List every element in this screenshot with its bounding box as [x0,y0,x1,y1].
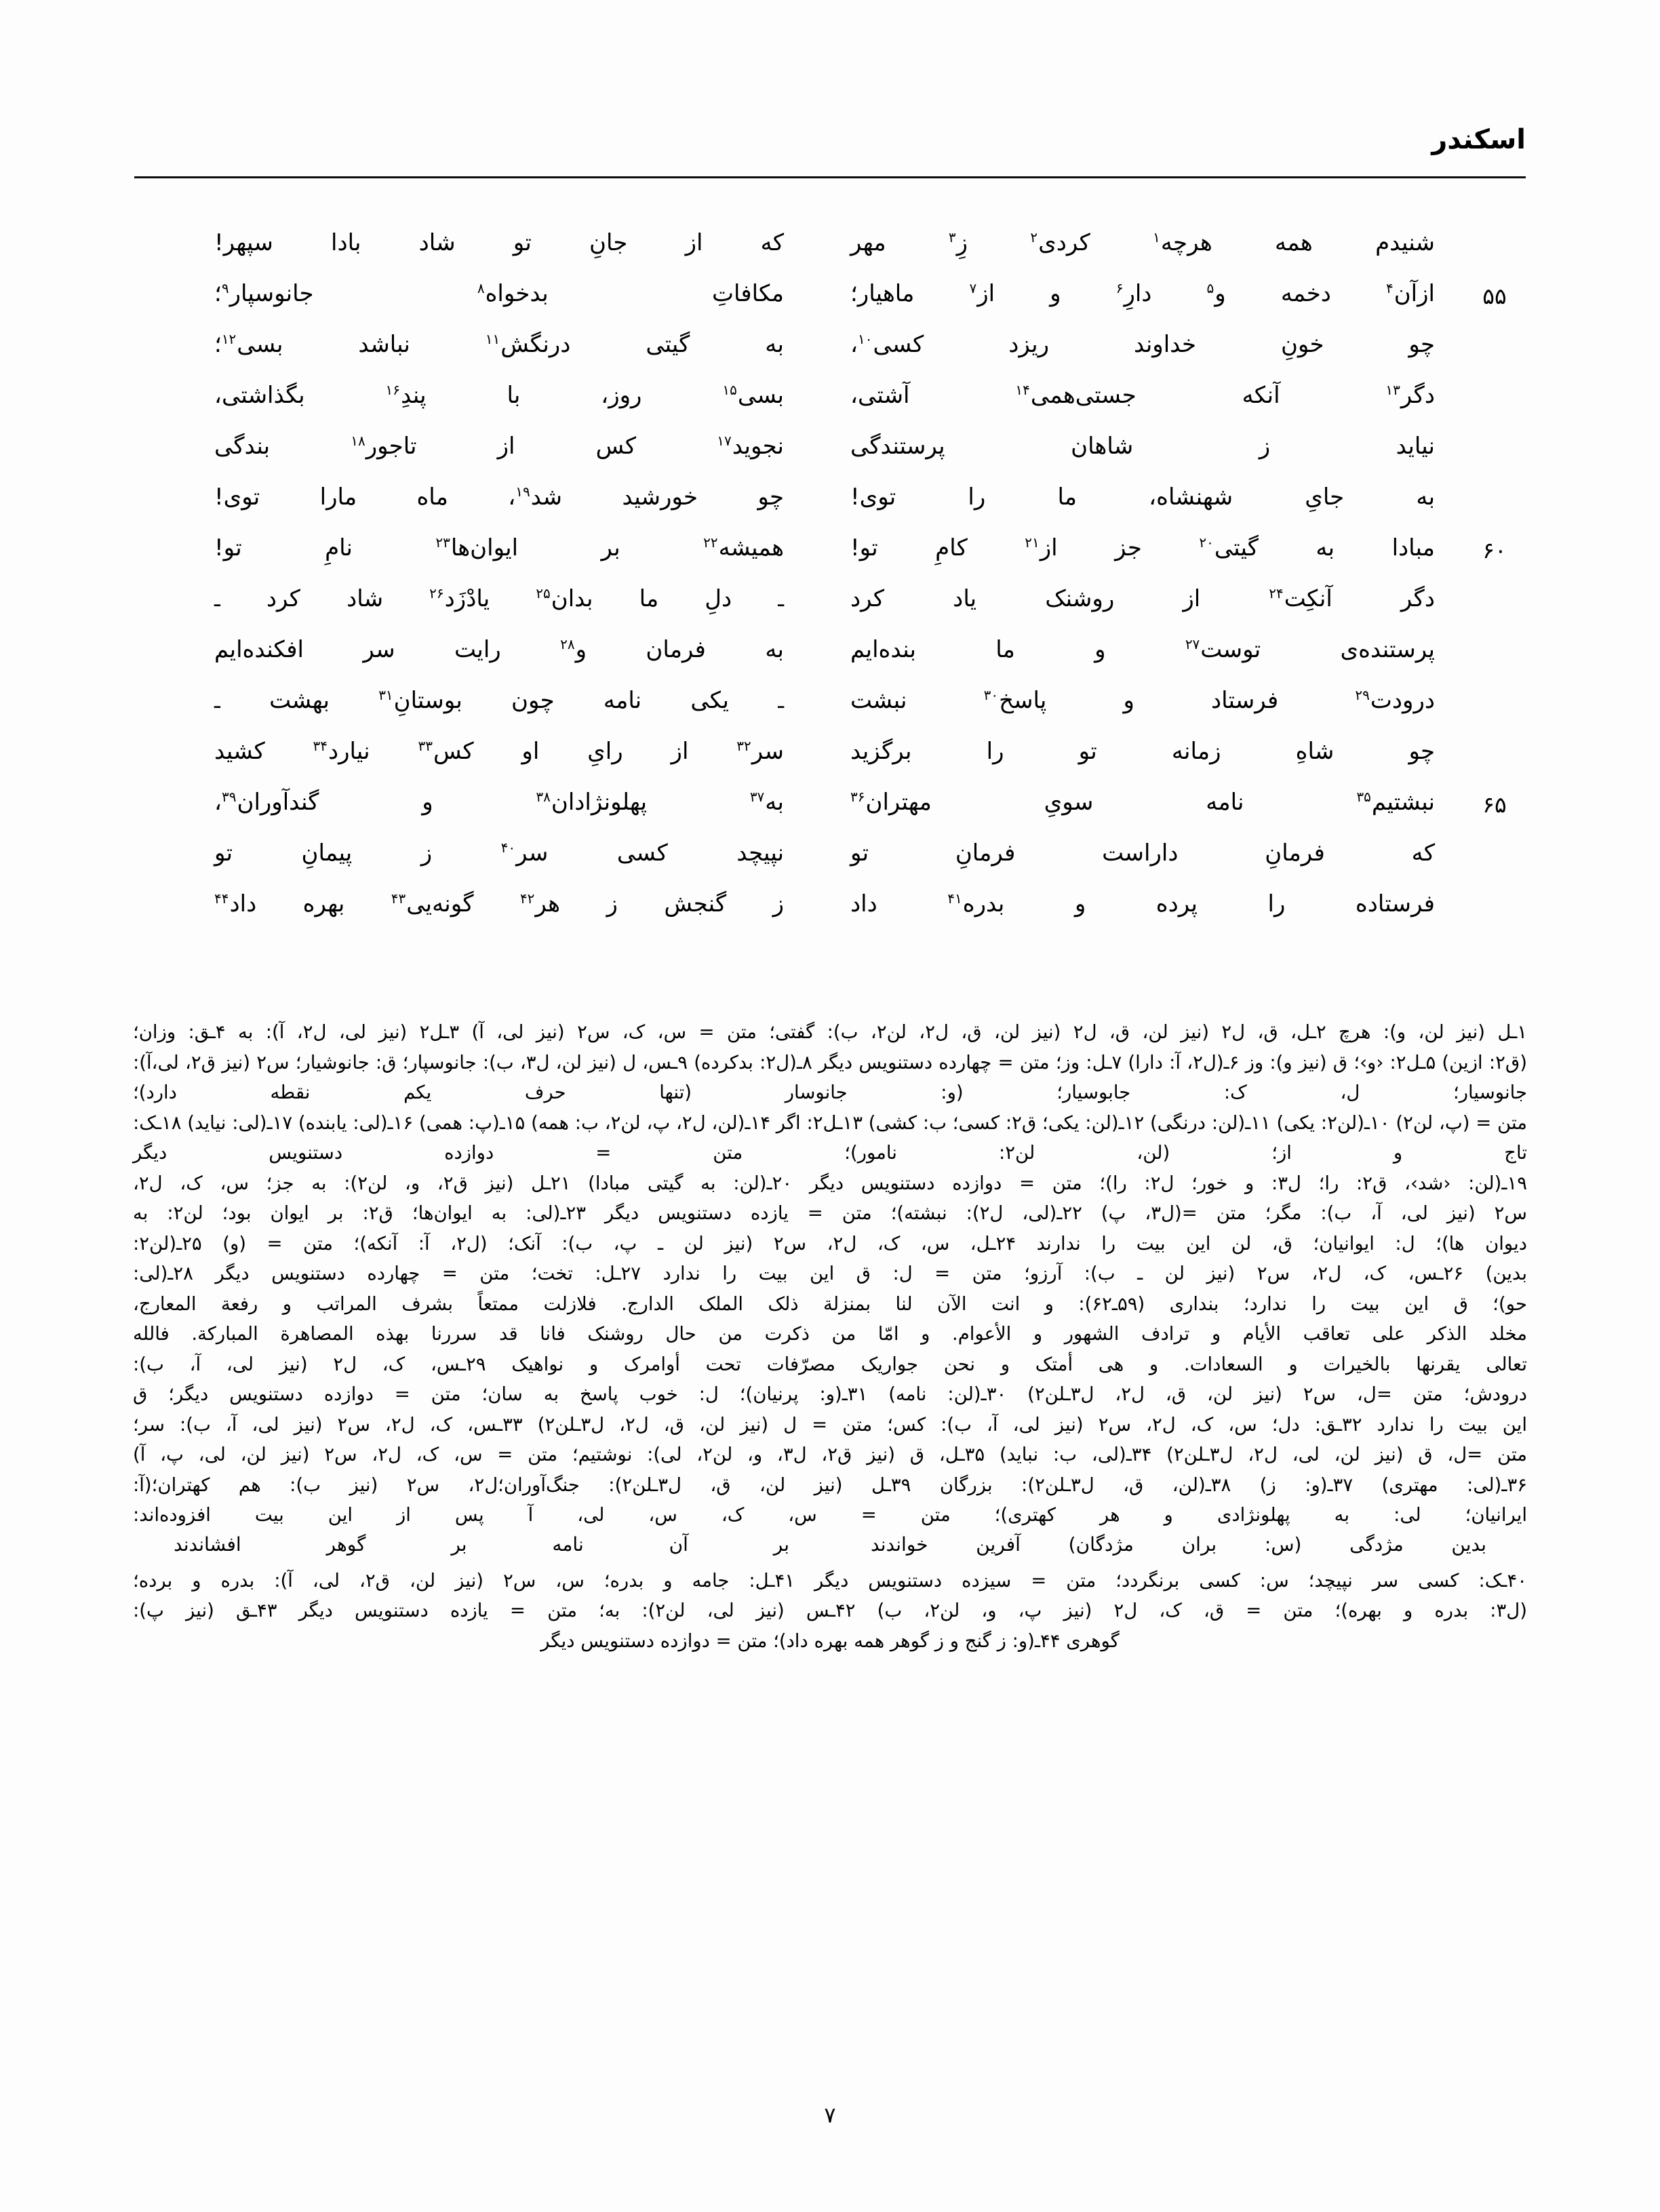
apparatus-line: این بیت را ندارد ۳۲ـق: دل؛ س، ک، ل۲، س۲ (نیز لی، آ، ب): کس؛ متن = ل (نیز لن، ق، ل۲، ل۳ـلن۲) ۳۳ـس، ک، ل۲، س۲ (نیز لی، آ، ب): سر؛ [133,1413,1528,1436]
hemistich-first: دگر آنکِت$^{۲۴}$ از روشنک یاد کرد [850,585,1436,612]
verse-number [1463,880,1526,893]
verse-line [134,422,1526,473]
verse-line [134,880,1526,930]
footnote-marker: ۲۱ [1025,534,1040,551]
footnote-marker: ۴ [1385,279,1394,296]
footnote-marker: ۳۱ [378,686,393,703]
footnote-marker: ۲۷ [1185,635,1200,652]
verse-number [1463,320,1526,334]
verse-number [1463,574,1526,588]
verse-number [1463,473,1526,486]
hemistich-first: دگر$^{۱۳}$ آنکه جستی‌همی$^{۱۴}$ آشتی، [850,381,1435,409]
footnote-marker: ۲ [1030,229,1038,245]
verse-number: ۵۵ [1482,283,1507,309]
verse-number [1463,218,1526,232]
hemistich-first: نبشتیم$^{۳۵}$ نامه سویِ مهتران$^{۳۶}$ [850,788,1436,816]
footnote-marker: ۳۹ [221,788,237,805]
apparatus-line: (ل۳: بدره و بهره)؛ متن = ق، ک، ل۲ (نیز پ، و، لن۲، ب) ۴۲ـس (نیز لی، لن۲): به؛ متن = یازده دستنویس دیگر ۴۳ـق (نیز پ): [133,1600,1528,1621]
footnote-marker: ۳۷ [749,788,765,805]
footnote-marker: ۴۰ [500,839,516,856]
hemistich-second: سر$^{۳۲}$ از رایِ او کس$^{۳۳}$ نیارد$^{۳۴}$ کشید [214,737,785,765]
footnote-marker: ۳ [948,229,956,245]
verse-number [1463,727,1526,740]
apparatus-line: حو)؛ ق این بیت را ندارد؛ بنداری (۵۹ـ۶۲): و انت الآن لنا بمنزلة ذلک الملک الدارج. فلازلت ممتعاً بشرف المراتب و رفعة المعارج، [133,1292,1527,1315]
hemistich-second: مکافاتِ بدخواه$^۸$ جانوسپار$^۹$؛ [214,279,784,307]
verse-number [1463,371,1526,384]
verse-line [134,625,1526,676]
footnote-marker: ۳۰ [983,686,999,703]
footnote-marker: ۱۹ [515,483,530,500]
hemistich-second: ز گنجش ز هر$^{۴۲}$ گونه‌یی$^{۴۳}$ بهره داد$^{۴۴}$ [214,890,784,917]
verse-line [134,676,1526,727]
hemistich-first: به جایِ شهنشاه، ما را توی! [850,483,1436,511]
apparatus-line: بدین) ۲۶ـس، ک، ل۲، س۲ (نیز لن ـ ب): آرزو؛ متن = ل: ق این بیت را ندارد ۲۷ـل: تخت؛ متن = چهارده دستنویس دیگر ۲۸ـ(لی: [133,1263,1528,1284]
verse-line [134,269,1526,320]
footnote-marker: ۴۴ [214,890,229,907]
hemistich-first: که فرمانِ داراست فرمانِ تو [850,840,1436,867]
verse-number [1463,625,1526,639]
verse-line [134,371,1526,422]
inset-couplet-row [133,1533,1527,1556]
footnote-marker: ۳۲ [736,737,751,754]
hemistich-second: نجوید$^{۱۷}$ کس از تاجور$^{۱۸}$ بندگی [214,432,784,460]
footnote-marker: ۴۲ [519,890,535,907]
hemistich-second: ـ یکی نامه چون بوستانِ$^{۳۱}$ بهشت ـ [214,686,785,714]
page-header [134,126,1526,184]
apparatus-line: مخلد الذکر علی تعاقب الأیام و ترادف الشهور و الأعوام. و امّا من ذکرت من حال روشنک فانا قد سررنا بهذه المصاهرة المبارکة. فالله [133,1323,1527,1345]
hemistich-second: که از جانِ تو شاد بادا سپهر! [214,229,785,256]
footnote-marker: ۲۸ [560,635,575,652]
footnote-marker: ۳۴ [313,737,328,754]
hemistich-first: ازآن$^۴$ دخمه و$^۵$ دارِ$^۶$ و از$^۷$ ماهیار؛ [850,279,1435,307]
footnote-marker: ۳۵ [1356,788,1371,805]
footnote-marker: ۱۸ [351,432,365,449]
apparatus-line: ۱ـل (نیز لن، و): هرچ ۲ـل، ق، ل۲ (نیز لن، ق، ل۲ (نیز لن، ق، ل۲، لن۲، ب): گفتی؛ متن = س، ک، س۲ (نیز لی، آ) ۳ـل۲ (نیز لی، ل۲، آ): به ۴ـق: وزان؛ [133,1021,1528,1043]
footnote-marker: ۱۴ [1015,381,1030,398]
verse-number [1463,676,1526,690]
verse-number: ۶۵ [1482,791,1507,818]
running-head: اسکندر [1431,124,1526,155]
apparatus-line: ۳۶ـ(لی: مهتری) ۳۷ـ(و: ز) ۳۸ـ(لن، ق، ل۳ـلن۲): بزرگان ۳۹ـل (نیز لن، ق، ل۳ـلن۲): جنگ‌آوران؛ل۲، س۲ (نیز ب): هم کهتران؛(آ: [133,1474,1527,1496]
verse-line [134,574,1526,625]
verse-number: ۶۰ [1482,537,1507,564]
apparatus-line: ۱۹ـ(لن: ‹شد›، ق۲: را؛ ل۳: و خور؛ ل۲: را)؛ متن = دوازده دستنویس دیگر ۲۰ـ(لن: به گیتی مبادا) ۲۱ـل (نیز ق۲، و، لن۲): به جز؛ س، ک، ل۲، [133,1172,1528,1194]
hemistich-second: به گیتی درنگش$^{۱۱}$ نباشد بسی$^{۱۲}$؛ [214,330,784,358]
verse-line [134,829,1526,880]
inset-hemistich-second: بر آن نامه بر گوهر افشاندند [174,1533,789,1556]
verse-dash: ـ [214,690,220,713]
footnote-marker: ۱۳ [1385,381,1400,398]
hemistich-first: چو شاهِ زمانه تو را برگزید [850,738,1436,765]
verse-dash: ـ [214,588,220,612]
apparatus-line: ۴۰ـک: کسی سر نپیچد؛ س: کسی برنگردد؛ متن = سیزده دستنویس دیگر ۴۱ـل: جامه و بدره؛ س، س۲ (نیز لن، ق۲، لی، آ): بدره و برده؛ [133,1569,1527,1592]
footnote-marker: ۳۶ [850,788,865,805]
footnote-marker: ۱۰ [857,330,873,347]
apparatus-line: گوهری ۴۴ـ(و: ز گنج و ز گوهر همه بهره داد)؛ متن = دوازده دستنویس دیگر [540,1630,1120,1652]
verse-number [1463,422,1526,435]
verse-dash: ـ [778,588,784,612]
footnote-marker: ۱۷ [717,432,732,449]
footnote-marker: ۲۰ [1199,534,1214,551]
footnote-marker: ۳۸ [536,788,551,805]
hemistich-first: شنیدم همه هرچه$^۱$ کردی$^۲$ زِ$^۳$ مهر [850,229,1436,256]
apparatus-line: متن =ل، ق (نیز لن، لی، ل۲، ل۳ـلن۲) ۳۴ـ(لی، ب: نباید) ۳۵ـل، ق (نیز ق۲، ل۳، و، لن۲، لی): نوشتیم؛ متن = س، ک، ل۲، س۲ (نیز لن، لی، پ، آ) [133,1444,1528,1465]
verse-line [134,473,1526,524]
footnote-marker: ۱۶ [385,381,400,398]
apparatus-line: دیوان ها)؛ ل: ایوانیان؛ ق، لن این بیت را ندارند ۲۴ـل، س، ک، ل۲، س۲ (نیز لن ـ پ، ب): آنک؛ (ل۲، آ: آنکه)؛ متن = (و) ۲۵ـ(لن۲: [133,1232,1528,1255]
hemistich-first: پرستنده‌ی توست$^{۲۷}$ و ما بنده‌ایم [850,635,1436,663]
footnote-marker: ۲۵ [536,585,551,601]
verse-number [1463,829,1526,842]
footnote-marker: ۸ [477,279,485,296]
footnote-marker: ۲۹ [1355,686,1370,703]
footnote-marker: ۶ [1115,279,1124,296]
hemistich-first: چو خونِ خداوند ریزد کسی$^{۱۰}$، [850,330,1436,358]
hemistich-first: مبادا به گیتی$^{۲۰}$ جز از$^{۲۱}$ کامِ تو! [850,534,1435,561]
inset-hemistich-first: بدین مژدگی (س: بران مژدگان) آفرین خواندند [871,1533,1486,1556]
verse-line [134,218,1526,269]
verse-line [134,320,1526,371]
footnote-marker: ۵ [1206,279,1214,296]
footnote-marker: ۲۶ [429,585,444,601]
footnote-marker: ۱ [1153,229,1160,245]
hemistich-first: درودت$^{۲۹}$ فرستاد و پاسخ$^{۳۰}$ نبشت [850,686,1436,714]
hemistich-second: به فرمان و$^{۲۸}$ رایت سر افکنده‌ایم [214,635,785,663]
verse-dash: ـ [778,690,785,713]
apparatus-line: س۲ (نیز لی، آ، ب): مگر؛ متن =(ل۳، پ) ۲۲ـ(لی، ل۲): نبشته)؛ متن = یازده دستنویس دیگر ۲۳ـ(لی: به ایوان‌ها؛ ق۲: بر ایوان بود؛ لن۲: به [133,1202,1527,1224]
hemistich-first: نیاید ز شاهان پرستندگی [850,433,1435,460]
footnote-marker: ۲۳ [435,534,450,551]
footnote-marker: ۲۲ [703,534,718,551]
apparatus-inset-couplet [133,1533,1527,1568]
footnote-marker: ۹ [221,279,229,296]
apparatus-line: ایرانیان؛ لی: به پهلونژادی و هر کهتری)؛ متن = س، ک، س، لی، آ پس از این بیت افزوده‌اند: [133,1504,1527,1526]
verse-line [134,727,1526,778]
footnote-marker: ۷ [969,279,977,296]
hemistich-second: همیشه$^{۲۲}$ بر ایوان‌ها$^{۲۳}$ نامِ تو! [214,534,785,561]
apparatus-line: متن = (پ، لن۲) ۱۰ـ(لن۲: یکی) ۱۱ـ(لن: درنگی) ۱۲ـ(لن: یکی؛ ق۲: کسی؛ ب: کشی) ۱۳ـل۲: اگر ۱۴ـ(لن، ل۲، پ، لن۲، ب: همه) ۱۵ـ(پ: همی) ۱۶ـ(لی: یابنده) ۱۷ـ(لی: نیاید) ۱۸ـک: تاج و از؛ (لن، لن۲: نامور)؛ متن = دوازده دستنویس دیگر [133,1111,1528,1164]
footnote-marker: ۱۱ [485,330,500,347]
verse-line [134,778,1526,829]
hemistich-second: ـ دلِ ما بدان$^{۲۵}$ یادْزَد$^{۲۶}$ شاد کرد ـ [214,585,784,612]
apparatus-line: (ق۲: ازین) ۵ـل۲: ‹و›؛ ق (نیز و): وز ۶ـ(ل۲، آ: دارا) ۷ـل: وز؛ متن = چهارده دستنویس دیگر ۸ـ(ل۲: بدکرده) ۹ـس، ل (نیز لن، ل۳، ب): جانوسپار؛ ق: جانوشیار؛ س۲ (نیز ق۲، لی،آ): جانوسیار؛ ل، ک: جابوسیار؛ (و: جانوسار (تنها حرف یکم نقطه دارد)؛ [133,1051,1527,1103]
footnote-marker: ۲۴ [1269,585,1284,601]
verse-block [134,218,1526,964]
hemistich-first: فرستاده را پرده و بدره$^{۴۱}$ داد [850,890,1435,917]
footnote-marker: ۴۱ [947,890,962,907]
folio-number: ۷ [824,2102,836,2128]
apparatus-line: تعالی یقرنها بالخیرات و السعادات. و هی أمتک و نحن جواریک مصرّفات تحت أوامرک و نواهیک ۲۹ـس، ک، ل۲ (نیز لی، آ، ب): [133,1353,1527,1375]
footnote-marker: ۳۳ [418,737,433,754]
verse-line [134,524,1526,574]
apparatus-line: درودش؛ متن =ل، س۲ (نیز لن، ق، ل۲، ل۳ـلن۲) ۳۰ـ(لن: نامه) ۳۱ـ(و: پرنیان)؛ ل: خوب پاسخ به سان؛ متن = دوازده دستنویس دیگر؛ ق [133,1383,1527,1405]
hemistich-second: نپیچد کسی سر$^{۴۰}$ ز پیمانِ تو [214,839,785,867]
hemistich-second: چو خورشید شد$^{۱۹}$، ماه مارا توی! [214,483,784,511]
hemistich-second: به$^{۳۷}$ پهلو‌نژادان$^{۳۸}$ و گندآوران$^{۳۹}$، [214,788,784,816]
footnote-marker: ۱۲ [221,330,237,347]
footnote-marker: ۱۵ [722,381,737,398]
header-rule [134,176,1526,178]
hemistich-second: بسی$^{۱۵}$ روز، با پندِ$^{۱۶}$ بگذاشتی، [214,381,785,409]
footnote-marker: ۴۳ [391,890,406,907]
